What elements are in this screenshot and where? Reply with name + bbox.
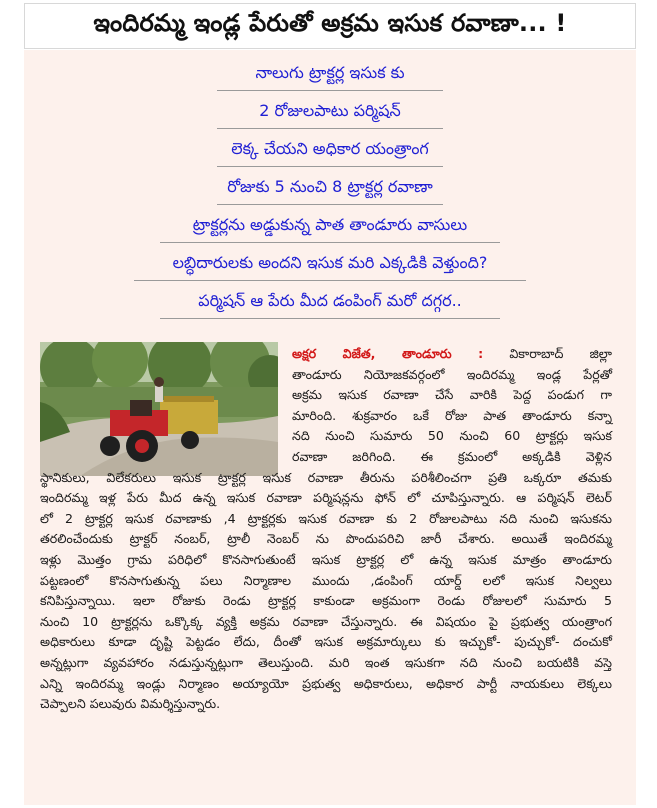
subhead-6 bbox=[24, 250, 636, 288]
subhead-2 bbox=[24, 98, 636, 136]
subhead-text: నాలుగు ట్రాక్టర్ల ఇసుక కు bbox=[255, 63, 405, 82]
body-line: మారింది. శుక్రవారం ఒకే రోజు పాత తాండూరు కన్నా bbox=[292, 407, 612, 423]
body-line: ఇందిరమ్మ ఇళ్ల పేరు మీద ఉన్న ఇసుక రవాణా పర్మిషన్లను ఫోన్ లో చూపిస్తున్నారు. ఆ పర్మిషన్ లెటర్ bbox=[40, 490, 612, 506]
body-line: స్థానికులు, విలేకరులు ఇసుక ట్రాక్టర్ల ఇసుక రవాణా తీరును పరిశీలించగా ప్రతి ఒక్కరూ తమకు bbox=[40, 469, 612, 485]
body-line: పట్టణంలో కొనసాగుతున్న పలు నిర్మాణాల ముందు ,డంపింగ్ యార్డ్ లలో ఇసుక నిల్వలు bbox=[40, 572, 612, 588]
subhead-divider bbox=[217, 166, 443, 167]
subhead-text: 2 రోజులపాటు పర్మిషన్ bbox=[259, 101, 401, 120]
subhead-text: లెక్క చేయని అధికార యంత్రాంగ bbox=[231, 139, 429, 158]
body-line: కనిపిస్తున్నాయి. ఇలా రోజుకు రెండు ట్రాక్టర్ల కాకుండా అక్రమంగా రెండు రోజులలో సుమారు 5 bbox=[40, 593, 612, 609]
subhead-divider bbox=[160, 318, 500, 319]
body-line bbox=[292, 344, 612, 365]
headline: ఇందిరమ్మ ఇండ్ల పేరుతో అక్రమ ఇసుక రవాణా... ! bbox=[93, 9, 567, 37]
subhead-text: ట్రాక్టర్లను అడ్డుకున్న పాత తాండూరు వాసులు bbox=[192, 215, 468, 234]
body-line: ఎన్ని ఇందిరమ్మ ఇండ్లు నిర్మాణం అయ్యాయో ప్రభుత్వ అధికారులు, అధికార పార్టీ నాయకులు లెక్కలు bbox=[40, 675, 612, 691]
body-line: చెప్పాలని పలువురు విమర్శిస్తున్నారు. bbox=[40, 696, 221, 712]
byline: అక్షర విజేత, తాండూరు : bbox=[292, 346, 484, 361]
body-line: రవాణా జరిగింది. ఈ క్రమంలో అక్కడికి వెళ్లిన bbox=[292, 449, 612, 464]
body-line: నది నుంచి సుమారు 50 నుంచి 60 ట్రాక్టర్లు ఇసుక bbox=[292, 428, 612, 444]
subhead-3 bbox=[24, 136, 636, 174]
subhead-1 bbox=[24, 60, 636, 98]
subhead-4 bbox=[24, 174, 636, 212]
news-photo-tractor bbox=[40, 342, 278, 476]
body-line-text: వికారాబాద్ జిల్లా bbox=[509, 346, 612, 361]
subhead-divider bbox=[134, 280, 526, 281]
subhead-5 bbox=[24, 212, 636, 250]
subhead-7 bbox=[24, 288, 636, 326]
body-line: ఇళ్లు మొత్తం గ్రామ పరిధిలో కొనసాగుతుంటే ఇసుక ట్రాక్టర్ల లో ఉన్న ఇసుక మాత్రం తాండూరు bbox=[40, 552, 612, 567]
body-line: లో 2 ట్రాక్టర్ల ఇసుక రవాణాకు ,4 ట్రాక్టర్లకు ఇసుక రవాణా కు 2 రోజులపాటు నది నుంచి ఇసుకను bbox=[40, 510, 612, 526]
headline-box bbox=[24, 3, 636, 49]
subhead-divider bbox=[217, 128, 443, 129]
body-line: అన్నట్లుగా వ్యవహారం నడుస్తున్నట్లుగా తెలుస్తుంది. మరి ఇంత ఇసుకగా నది నుంచి బయటికి వస్తె bbox=[40, 655, 612, 670]
body-line: అధికారులు కూడా దృష్టి పెట్టడం లేదు, దీంతో ఇసుక అక్రమార్కులు కు ఇచ్చుకో- పుచ్చుకో- దంచుకో bbox=[40, 634, 612, 650]
subhead-divider bbox=[217, 204, 443, 205]
article bbox=[24, 50, 636, 805]
subhead-text: పర్మిషన్ ఆ పేరు మీద డంపింగ్ మరో దగ్గర.. bbox=[198, 291, 462, 310]
subhead-divider bbox=[217, 90, 443, 91]
subhead-divider bbox=[160, 242, 500, 243]
subhead-text: రోజుకు 5 నుంచి 8 ట్రాక్టర్ల రవాణా bbox=[227, 177, 433, 196]
body-line: తాండూరు నియోజకవర్గంలో ఇందిరమ్మ ఇండ్ల పేర్లతో bbox=[292, 366, 612, 382]
body-line: అక్రమ ఇసుక రవాణా చేసే వారికి పెద్ద పండుగ గా bbox=[292, 387, 612, 403]
body-line: తరలించేందుకు ట్రాక్టర్ నంబర్, ట్రాలీ నెంబర్ ను పొందుపరిచి జారీ చేశారు. అయితే ఇందిరమ్మ bbox=[40, 531, 612, 547]
subhead-text: లబ్ధిదారులకు అందని ఇసుక మరి ఎక్కడికి వెళ్తుంది? bbox=[172, 253, 488, 272]
body-line: నుంచి 10 ట్రాక్టర్లను ఒక్కొక్క వ్యక్తి అక్రమ రవాణా చేస్తున్నారు. ఈ విషయం పై ప్రభుత్వ యంత్రాంగ bbox=[40, 613, 612, 629]
